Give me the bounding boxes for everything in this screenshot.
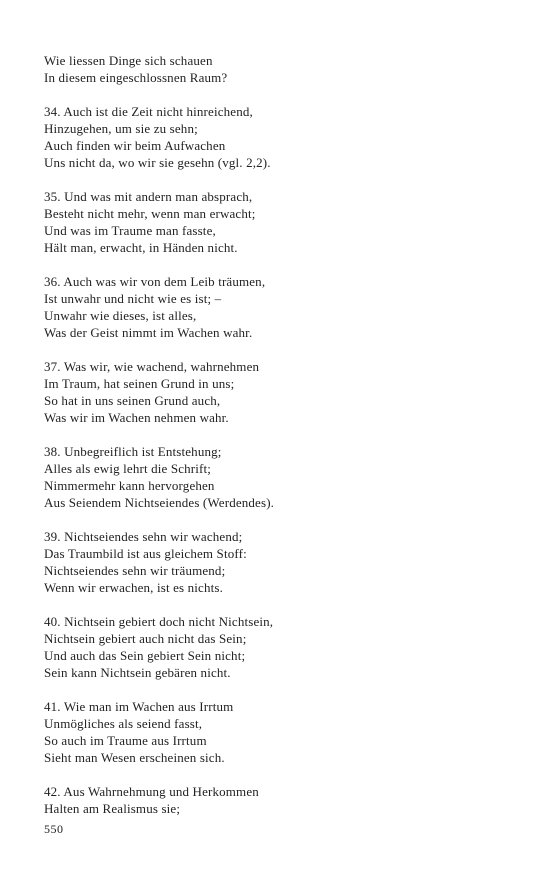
verse-line: Sieht man Wesen erscheinen sich.: [44, 750, 225, 765]
verse-line: Was der Geist nimmt im Wachen wahr.: [44, 325, 253, 340]
verse-line: 39. Nichtseiendes sehn wir wachend;: [44, 529, 243, 544]
stanza: [44, 358, 514, 426]
verse-line: So auch im Traume aus Irrtum: [44, 733, 207, 748]
verse-line: 38. Unbegreiflich ist Entstehung;: [44, 444, 222, 459]
verse-line: Aus Seiendem Nichtseiendes (Werdendes).: [44, 495, 275, 510]
verse-line: Uns nicht da, wo wir sie gesehn (vgl. 2,2).: [44, 155, 271, 170]
stanza: [44, 698, 514, 766]
verse-line: Und auch das Sein gebiert Sein nicht;: [44, 648, 246, 663]
stanza: [44, 103, 514, 171]
stanza: [44, 613, 514, 681]
verse-line: Besteht nicht mehr, wenn man erwacht;: [44, 206, 256, 221]
verse-line: Halten am Realismus sie;: [44, 801, 181, 816]
verse-line: 37. Was wir, wie wachend, wahrnehmen: [44, 359, 260, 374]
poem-text: [44, 52, 514, 834]
verse-line: Im Traum, hat seinen Grund in uns;: [44, 376, 235, 391]
verse-line: 36. Auch was wir von dem Leib träumen,: [44, 274, 266, 289]
verse-line: Ist unwahr und nicht wie es ist; –: [44, 291, 222, 306]
verse-line: Nichtseiendes sehn wir träumend;: [44, 563, 226, 578]
verse-line: Unwahr wie dieses, ist alles,: [44, 308, 197, 323]
verse-line: 41. Wie man im Wachen aus Irrtum: [44, 699, 234, 714]
verse-line: Alles als ewig lehrt die Schrift;: [44, 461, 212, 476]
verse-line: Das Traumbild ist aus gleichem Stoff:: [44, 546, 247, 561]
stanza: [44, 528, 514, 596]
stanza: [44, 188, 514, 256]
verse-line: Unmögliches als seiend fasst,: [44, 716, 203, 731]
verse-line: 34. Auch ist die Zeit nicht hinreichend,: [44, 104, 253, 119]
verse-line: Hält man, erwacht, in Händen nicht.: [44, 240, 238, 255]
verse-line: Wie liessen Dinge sich schauen: [44, 53, 213, 68]
verse-line: Nichtsein gebiert auch nicht das Sein;: [44, 631, 247, 646]
verse-line: 35. Und was mit andern man absprach,: [44, 189, 253, 204]
stanza: [44, 273, 514, 341]
verse-line: Was wir im Wachen nehmen wahr.: [44, 410, 229, 425]
verse-line: 42. Aus Wahrnehmung und Herkommen: [44, 784, 259, 799]
verse-line: 40. Nichtsein gebiert doch nicht Nichtsein,: [44, 614, 274, 629]
stanza: [44, 783, 514, 817]
verse-line: In diesem eingeschlossnen Raum?: [44, 70, 228, 85]
stanza: [44, 443, 514, 511]
verse-line: Hinzugehen, um sie zu sehn;: [44, 121, 198, 136]
verse-line: Und was im Traume man fasste,: [44, 223, 216, 238]
verse-line: Nimmermehr kann hervorgehen: [44, 478, 215, 493]
stanza: [44, 52, 514, 86]
verse-line: Wenn wir erwachen, ist es nichts.: [44, 580, 223, 595]
verse-line: Auch finden wir beim Aufwachen: [44, 138, 226, 153]
page-number: 550: [44, 822, 64, 836]
verse-line: Sein kann Nichtsein gebären nicht.: [44, 665, 231, 680]
verse-line: So hat in uns seinen Grund auch,: [44, 393, 221, 408]
